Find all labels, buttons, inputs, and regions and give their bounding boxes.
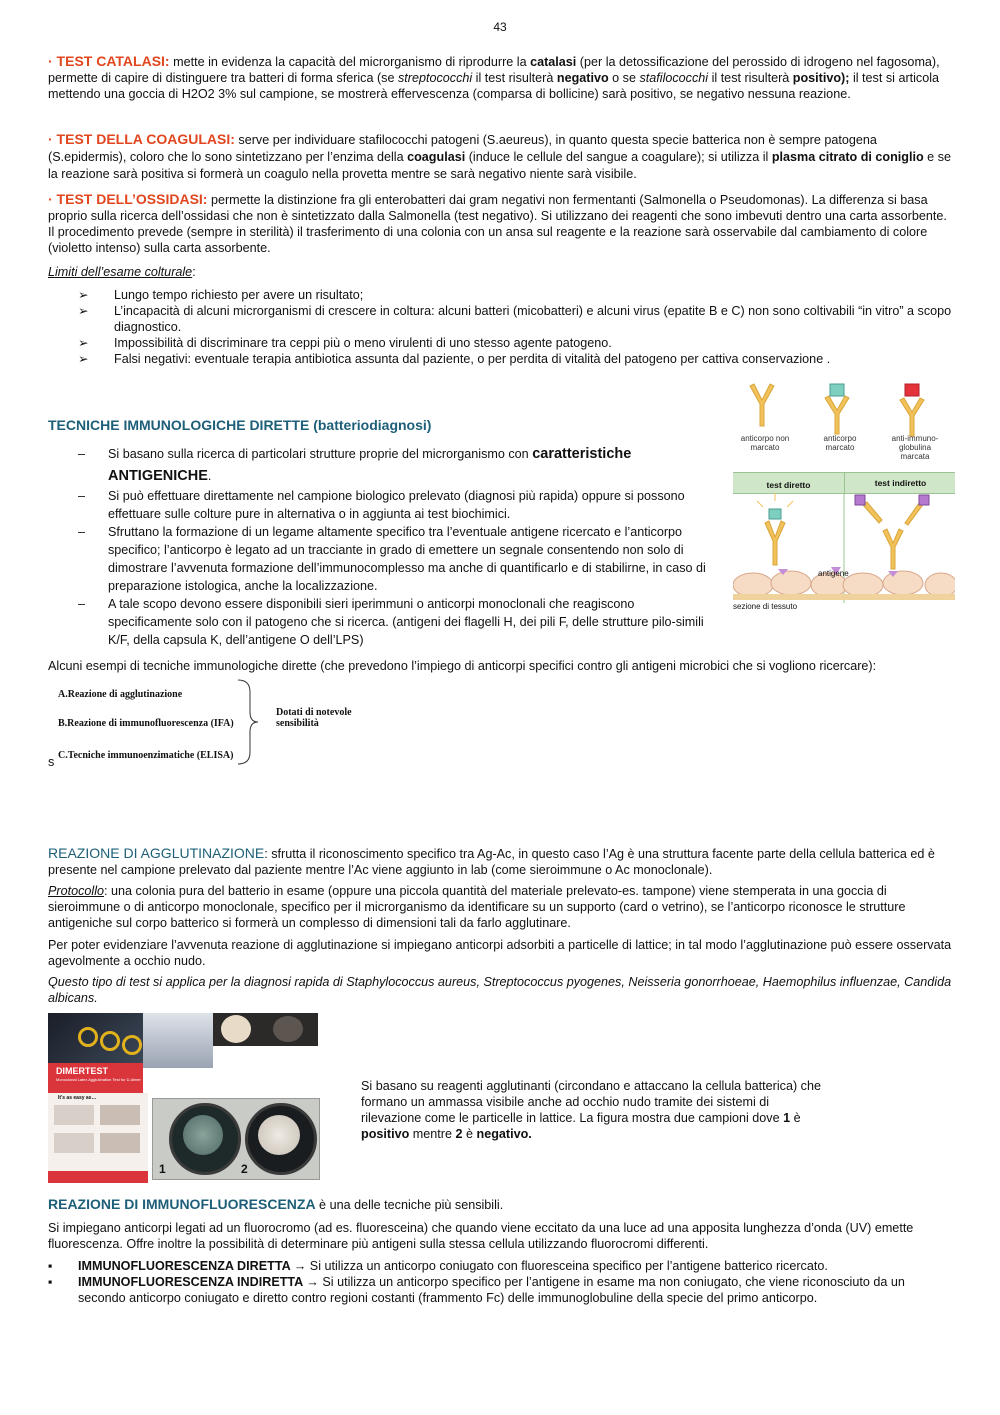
list-item [48, 443, 718, 487]
figure-label-labeled: anticorpo marcato [823, 434, 857, 452]
limits-heading-text: Limiti dell’esame colturale [48, 265, 193, 279]
bold: coagulasi [407, 150, 466, 164]
brand-subtitle: Monoclonal Latex Agglutination Test for D-dimer [56, 1077, 141, 1082]
figure-label-unlabeled: anticorpo non marcato [740, 434, 790, 452]
list-item [78, 287, 953, 303]
test-direct-label: test diretto [766, 480, 811, 490]
arrow-bullet-icon: ➢ [78, 304, 89, 318]
text: il test risulterà [472, 71, 557, 85]
bold: 1 [783, 1111, 791, 1125]
figure-label-anti-ig: anti-immuno-globulina marcata [891, 434, 939, 461]
text: è [790, 1111, 801, 1125]
agglutination-paragraph [48, 845, 953, 878]
dash-bullet-icon: – [78, 525, 86, 539]
text: è [462, 1127, 477, 1141]
text: : [192, 265, 196, 279]
ifa-heading: REAZIONE DI IMMUNOFLUORESCENZA [48, 1196, 316, 1212]
list-item [48, 523, 718, 595]
bold: IMMUNOFLUORESCENZA INDIRETTA → [78, 1275, 319, 1289]
list-item [78, 335, 953, 351]
arrow-bullet-icon: ➢ [78, 352, 89, 366]
diagnosis-paragraph: Questo tipo di test si applica per la diagnosi rapida di Staphylococcus aureus, Streptococcus pyogenes, Neisseria gonorrhoeae, Haemophilus influenzae, Candida albicans. [48, 975, 952, 1005]
limits-list [78, 287, 953, 367]
text: serve per individuare stafilococchi patogeni (S.aeureus), in quanto questa specie batterica non è sempre patogena (S.epidermis), coloro che lo sono sintetizzano per l’enzima della [48, 133, 877, 164]
list-item [48, 1274, 953, 1306]
bold: 2 [455, 1127, 463, 1141]
technique-a: A.Reazione di agglutinazione [58, 689, 183, 700]
bold: negativo. [476, 1127, 532, 1141]
ifa-list [48, 1258, 953, 1306]
text: (induce le cellule del sangue a coagulare); si utilizza il [465, 150, 772, 164]
dash-bullet-icon: – [78, 447, 86, 461]
text: o se [608, 71, 640, 85]
technique-b: B.Reazione di immunofluorescenza (IFA) [58, 718, 234, 729]
text: : una colonia pura del batterio in esame (oppure una piccola quantità del materiale prelevato-es. tampone) viene stemperata in una goccia di sieroimmune o di anticorpo monoclonale, specifico per il microrganismo da identificare su un supporto (card o vetrino), se l’anticorpo riconosce le strutture antigeniche sul corpo batterico si formerà un complesso di dimensioni tali da farlo agglutinare. [48, 884, 906, 930]
colony-photo [213, 1013, 318, 1046]
text: . [207, 469, 212, 483]
arrow-bullet-icon: ➢ [78, 288, 89, 302]
technique-c: C.Tecniche immunoenzimatiche (ELISA) [58, 750, 234, 761]
list-item [48, 1258, 953, 1274]
bold: IMMUNOFLUORESCENZA DIRETTA → [78, 1259, 307, 1273]
antibody-figure [730, 378, 955, 618]
text: mentre [409, 1127, 456, 1141]
stray-character: s [48, 755, 55, 769]
examples-paragraph: Alcuni esempi di tecniche immunologiche dirette (che prevedono l’impiego di anticorpi specifici contro gli antigeni microbici che si vogliono ricercare): [48, 659, 877, 673]
page-number: 43 [493, 20, 507, 34]
text: : sfrutta il riconoscimento specifico tra Ag-Ac, in questo caso l’Ag è una struttura facente parte della cellula batterica ed è presente nel campione prelevato dal paziente mentre l’Ac viene aggiunto in lab (come sieroimmune o Ac monoclonale). [48, 847, 935, 877]
slide-label-2: 2 [241, 1162, 248, 1176]
text: Si utilizza un anticorpo coniugato con fluoresceina specifico per l’antigene batterico ricercato. [306, 1259, 828, 1273]
text: permette la distinzione fra gli enterobatteri dai gram negativi non fermentanti (Salmonella o Pseudomonas). La differenza si basa proprio sulla ricerca dell’ossidasi che non è sintetizzato dalla Salmonella (test negativo). Si utilizzano dei reagenti che sono imbevuti dentro una carta assorbente. Il procedimento prevede (sempre in sterilità) il trasferimento di una colonia con un ansa sul reagente e la reazione sarà osservabile dal cambiamento di colore (violetto intenso) sulla carta assorbente. [48, 193, 947, 255]
instructions-leaflet [48, 1093, 148, 1183]
oxidase-paragraph [48, 191, 953, 256]
text: Si utilizza un anticorpo specifico per l’antigene in esame ma non coniugato, che viene riconosciuto da un secondo anticorpo coniugato e diretto contro regioni costanti (frammento Fc) delle immunoglobuline della specie del primo anticorpo. [78, 1275, 905, 1305]
list-item-text: Sfruttano la formazione di un legame altamente specifico tra l’eventuale antigene ricercato e l’anticorpo specifico; l’anticorpo è legato ad un tracciante in grado di emettere un segnale consentendo non solo di dimostrare l’avvenuta formazione dell’immunocomplesso ma anche di quantificarlo e di stabilirne, in caso di preparazione istologica, anche la localizzazione. [108, 525, 706, 593]
dash-bullet-icon: – [78, 489, 86, 503]
dimertest-banner [48, 1063, 143, 1093]
text: è una delle tecniche più sensibili. [315, 1198, 504, 1212]
bold: positivo); [792, 71, 850, 85]
agglutination-heading: REAZIONE DI AGGLUTINAZIONE [48, 845, 265, 861]
square-bullet-icon: ▪ [48, 1275, 53, 1289]
bold: caratteristiche ANTIGENICHE [108, 446, 632, 484]
sensitivity-note: Dotati di notevole sensibilità [276, 707, 352, 729]
arrow-bullet-icon: ➢ [78, 336, 89, 350]
list-item-text: Si può effettuare direttamente nel campione biologico prelevato (diagnosi più rapida) oppure si possono effettuare sulle colture pure in alternativa o in aggiunta ai test biochimici. [108, 489, 685, 521]
list-item [78, 303, 953, 335]
coagulase-title: · TEST DELLA COAGULASI: [48, 131, 235, 147]
latex-paragraph: Per poter evidenziare l’avvenuta reazione di agglutinazione si impiegano anticorpi adsorbiti a particelle di lattice; in tal modo l’agglutinazione può essere osservata agevolmente a occhio nudo. [48, 938, 952, 968]
antigen-label: antigene [818, 569, 849, 578]
list-item-text: Si basano sulla ricerca di particolari strutture proprie del microrganismo con [108, 447, 533, 461]
ifa-paragraph: Si impiegano anticorpi legati ad un fluorocromo (ad es. fluoresceina) che quando viene eccitato da una luce ad una apposita lunghezza d’onda (UV) emette fluorescenza. Offre inoltre la possibilità di determinare più antigeni sulla stessa cellula utilizzando fluorocromi differenti. [48, 1221, 914, 1251]
text: mette in evidenza la capacità del microrganismo di riprodurre la [169, 55, 531, 69]
latex-card-photo [48, 1013, 143, 1063]
list-item-text: A tale scopo devono essere disponibili sieri iperimmuni o anticorpi monoclonali che reagiscono specificamente solo con il patogeno che si ricerca. (antigeni dei flagelli H, dei pili F, delle strutture pilo-simili K/F, della capsula K, dell’antigene O dell’LPS) [108, 597, 704, 647]
bold: catalasi [530, 55, 577, 69]
limits-heading [48, 264, 953, 280]
catalase-paragraph [48, 53, 953, 102]
test-header-bar [733, 472, 955, 494]
test-indirect-label: test indiretto [844, 473, 956, 493]
brand-name: DIMERTEST [56, 1066, 109, 1076]
protocol-paragraph [48, 883, 953, 931]
italic: stafilococchi [639, 71, 709, 85]
list-item [48, 595, 718, 649]
bold: positivo [361, 1127, 410, 1141]
list-item-text: Impossibilità di discriminare tra ceppi più o meno virulenti di uno stesso agente patogeno. [114, 336, 612, 350]
tissue-section-label: sezione di tessuto [733, 602, 798, 611]
text: e se la reazione sarà positiva si formerà un coagulo nella provetta mentre se sarà negativo niente sarà visibile. [48, 150, 951, 181]
list-item-text: L’incapacità di alcuni microrganismi di crescere in coltura: alcuni batteri (micobatteri) e alcuni virus (epatite B e C) non sono coltivabili “in vitro” a scopo diagnostico. [114, 304, 952, 334]
text: il test risulterà [708, 71, 793, 85]
agglutination-side-text [361, 1078, 831, 1142]
curly-brace-icon [236, 678, 260, 766]
leaflet-text: It’s as easy as… [58, 1095, 97, 1101]
kit-photo [143, 1013, 213, 1068]
list-item [78, 351, 953, 367]
text: Si basano su reagenti agglutinanti (circondano e attaccano la cellula batterica) che formano un ammassa visibile anche ad occhio nudo tramite dei sistemi di rilevazione come le particelle in lattice. La figura mostra due campioni dove [361, 1079, 821, 1125]
agglutination-slide [152, 1098, 320, 1180]
bold: plasma citrato di coniglio [771, 150, 924, 164]
text: (per la detossificazione del perossido di idrogeno nel fagosoma), permette di capire di distinguere tra batteri di forma sferica (se [48, 55, 940, 85]
italic: streptococchi [397, 71, 473, 85]
list-item-text: Lungo tempo richiesto per avere un risultato; [114, 288, 364, 302]
coagulase-paragraph [48, 131, 953, 183]
immuno-heading: TECNICHE IMMUNOLOGICHE DIRETTE (batteriodiagnosi) [48, 417, 432, 433]
slide-label-1: 1 [159, 1162, 166, 1176]
catalase-title: · TEST CATALASI: [48, 53, 170, 69]
bold: negativo [556, 71, 609, 85]
square-bullet-icon: ▪ [48, 1259, 53, 1273]
oxidase-title: · TEST DELL’OSSIDASI: [48, 191, 208, 207]
list-item-text: Falsi negativi: eventuale terapia antibiotica assunta dal paziente, o per perdita di vitalità del patogeno per cattiva conservazione . [114, 352, 831, 366]
immuno-list [48, 443, 718, 649]
protocol-label: Protocollo [48, 884, 105, 898]
list-item [48, 487, 718, 523]
text: il test si articola mettendo una goccia di H2O2 3% sul campione, se mostrerà effervescenza (comparsa di bollicine) sarà positivo, se negativo nessuna reazione. [48, 71, 940, 101]
ifa-heading-paragraph [48, 1196, 953, 1213]
dash-bullet-icon: – [78, 597, 86, 611]
